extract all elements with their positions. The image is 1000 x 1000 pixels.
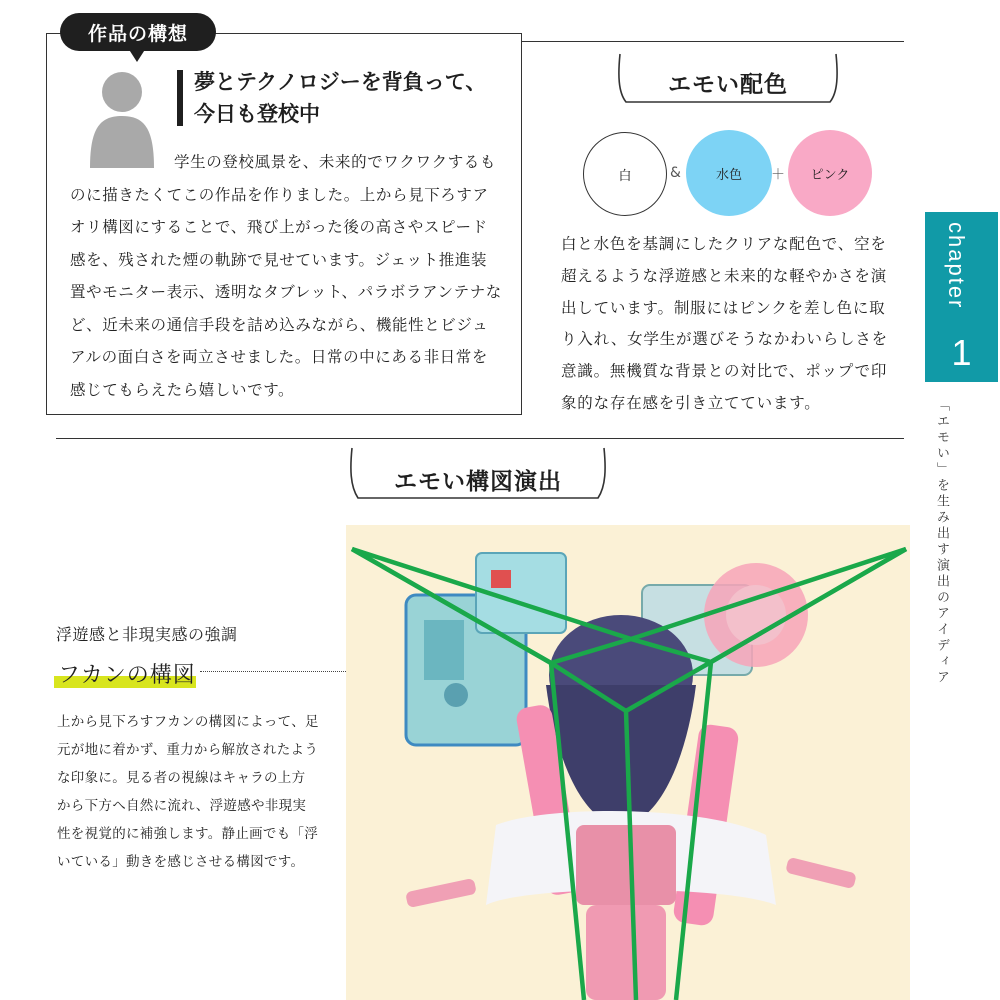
chapter-number: 1 [951,332,972,373]
illustration [346,525,910,1000]
top-rule [522,41,904,42]
swatch-pink-label: ピンク [810,167,850,183]
swatch-lightblue [686,130,772,216]
concept-body: 学生の登校風景を、未来的でワクワクするものに描きたくてこの作品を作りました。上から見下ろすアオリ構図にすることで、飛び上がった後の高さやスピード感を、残された煙の軌跡で見せています。ジェット推進装置やモニター表示、透明なタブレット、パラボラアンテナなど、近未来の通信手段を詰め込みながら、機能性とビジュアルの面白さを両立させました。日常の中にある非日常を感じてもらえたら嬉しいです。 [70,153,502,399]
op-ampersand: & [670,165,681,181]
composition-kicker: 浮遊感と非現実感の強調 [56,625,238,644]
swatch-white-label: 白 [618,168,632,184]
color-heading: エモい配色 [668,71,788,98]
chapter-subtitle: 「エモい」を生み出す演出のアイディア [934,398,949,686]
composition-body: 上から見下ろすフカンの構図によって、足元が地に着かず、重力から解放されたような印象に。見る者の視線はキャラの上方から下方へ自然に流れ、浮遊感や非現実性を視覚的に補強します。静止画でも「浮いている」動きを感じさせる構図です。 [57,714,319,870]
middle-rule [56,438,904,439]
concept-tag-tail [128,48,146,62]
composition-heading: エモい構図演出 [394,468,562,495]
chapter-word: chapter [944,222,969,310]
heading-accent-bar [177,70,183,126]
swatch-lightblue-label: 水色 [715,167,742,183]
swatch-white [583,132,667,216]
composition-title: フカンの構図 [58,663,196,688]
swatch-pink [788,130,872,216]
op-plus: ＋ [771,167,785,183]
concept-heading: 夢とテクノロジーを背負って、 今日も登校中 [194,70,487,126]
color-body: 白と水色を基調にしたクリアな配色で、空を超えるような浮遊感と未来的な軽やかさを演出しています。制服にはピンクを差し色に取り入れ、女学生が選びそうなかわいらしさを意識。無機質な背景との対比で、ポップで印象的な存在感を引き立てています。 [561,235,888,412]
concept-tag: 作品の構想 [60,13,216,51]
chapter-tab [925,212,998,382]
